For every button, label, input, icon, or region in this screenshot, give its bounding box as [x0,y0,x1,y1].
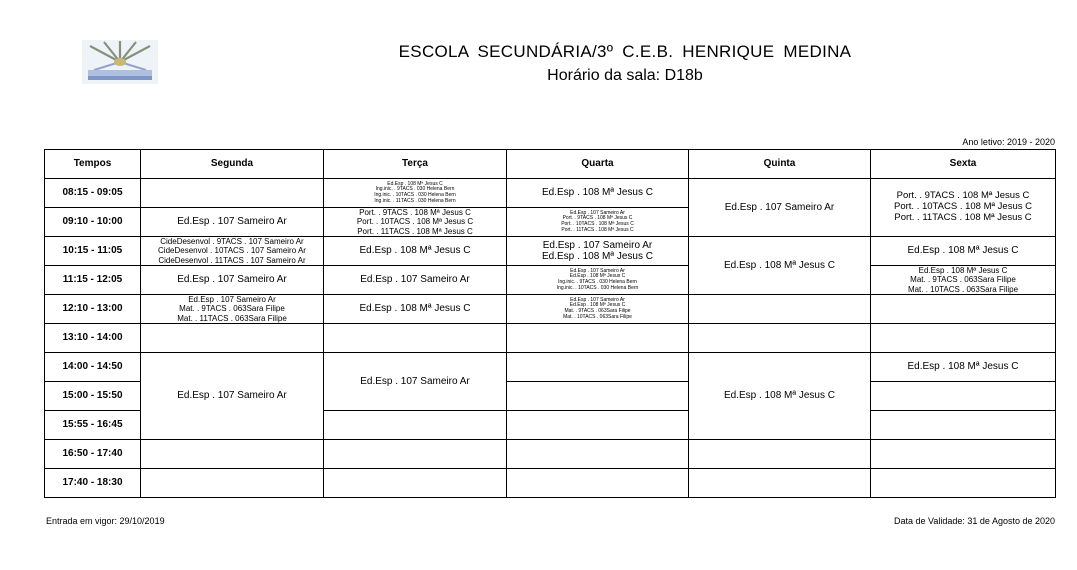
col-header-quinta: Quinta [689,150,871,179]
lesson-line: Ing.inic. . 11TACS . 030 Helena Bern [374,197,456,204]
lesson-cell: Ed.Esp . 108 Mª Jesus C [324,295,507,324]
empty-cell [871,382,1056,411]
lesson-cell: Ed.Esp . 107 Sameiro Ar [141,353,324,440]
lesson-cell [507,295,689,324]
lesson-line: Port. . 10TACS . 108 Mª Jesus C [894,201,1032,213]
col-header-terca: Terça [324,150,507,179]
col-header-quarta: Quarta [507,150,689,179]
lesson-line: Ed.Esp . 108 Mª Jesus C [569,273,626,280]
lesson-cell: Ed.Esp . 107 Sameiro Ar [141,266,324,295]
time-slot: 15:55 - 16:45 [45,411,141,440]
lesson-line: Port. . 11TACS . 108 Mª Jesus C [561,226,634,233]
lesson-line: Ed.Esp . 108 Mª Jesus C [542,251,653,262]
lesson-line: Mat. . 9TACS . 063Sara Filipe [179,304,285,314]
lesson-line: Ed.Esp . 107 Sameiro Ar [188,295,276,305]
lesson-cell: Ed.Esp . 108 Mª Jesus C [324,237,507,266]
time-slot: 15:00 - 15:50 [45,382,141,411]
school-logo-icon [82,40,158,84]
time-slot: 17:40 - 18:30 [45,469,141,498]
lesson-cell: Ed.Esp . 108 Mª Jesus C [871,353,1056,382]
room-title: Horário da sala: D18b [547,67,703,84]
validity-date: Data de Validade: 31 de Agosto de 2020 [894,516,1055,526]
time-slot: 12:10 - 13:00 [45,295,141,324]
lesson-line: Ing.inic. . 10TACS . 030 Helena Bern [556,284,639,291]
table-row [45,237,1056,266]
schedule-table [44,149,1056,498]
lesson-line: Ed.Esp . 108 Mª Jesus C [569,302,626,309]
lesson-line: Port. . 11TACS . 108 Mª Jesus C [894,211,1032,223]
lesson-cell [507,208,689,237]
empty-cell [141,469,324,498]
lesson-line: Port. . 11TACS . 108 Mª Jesus C [357,226,473,236]
lesson-cell: Ed.Esp . 107 Sameiro Ar [324,353,507,411]
lesson-line: CideDesenvol . 10TACS . 107 Sameiro Ar [158,246,306,256]
lesson-line: CideDesenvol . 11TACS . 107 Sameiro Ar [158,255,306,265]
lesson-line: Ing.inic. . 10TACS . 030 Helena Bern [374,192,456,198]
lesson-line: Ed.Esp . 107 Sameiro Ar [542,239,653,251]
empty-cell [871,324,1056,353]
header-row [45,150,1056,179]
lesson-line: Mat. . 10TACS . 063Sara Filipe [563,313,632,320]
empty-cell [324,469,507,498]
empty-cell [507,469,689,498]
lesson-cell: Ed.Esp . 107 Sameiro Ar [141,208,324,237]
time-slot: 09:10 - 10:00 [45,208,141,237]
lesson-cell: Ed.Esp . 107 Sameiro Ar [324,266,507,295]
empty-cell [507,353,689,382]
table-row [45,324,1056,353]
lesson-cell [141,237,324,266]
empty-cell [324,411,507,440]
table-row [45,295,1056,324]
table-row [45,469,1056,498]
lesson-line: Port. . 10TACS . 108 Mª Jesus C [356,217,474,227]
empty-cell [141,179,324,208]
table-row [45,179,1056,208]
lesson-line: Ed.Esp . 107 Sameiro Ar [570,209,625,216]
lesson-line: Ed.Esp . 107 Sameiro Ar [570,267,625,274]
lesson-line: Mat. . 9TACS . 063Sara Filipe [564,308,631,314]
lesson-cell [324,179,507,208]
lesson-line: Ing.inic. . 9TACS . 030 Helena Bern [375,186,455,193]
lesson-cell [871,179,1056,237]
time-slot: 11:15 - 12:05 [45,266,141,295]
time-slot: 13:10 - 14:00 [45,324,141,353]
school-year: Ano letivo: 2019 - 2020 [962,137,1055,147]
lesson-cell: Ed.Esp . 108 Mª Jesus C [689,353,871,440]
lesson-cell [507,237,689,266]
lesson-cell [324,208,507,237]
lesson-cell: Ed.Esp . 108 Mª Jesus C [689,237,871,295]
empty-cell [689,440,871,469]
time-slot: 16:50 - 17:40 [45,440,141,469]
lesson-line: Mat. . 9TACS . 063Sara Filipe [910,275,1016,285]
lesson-line: Port. . 9TACS . 108 Mª Jesus C [896,190,1030,202]
lesson-cell [871,266,1056,295]
lesson-cell [141,295,324,324]
lesson-line: Mat. . 10TACS . 063Sara Filipe [907,284,1019,294]
time-slot: 14:00 - 14:50 [45,353,141,382]
lesson-line: Port. . 9TACS . 108 Mª Jesus C [562,215,633,222]
col-header-segunda: Segunda [141,150,324,179]
empty-cell [871,469,1056,498]
empty-cell [871,295,1056,324]
lesson-line: Ing.inic. . 9TACS . 030 Helena Bern [558,279,637,285]
lesson-cell: Ed.Esp . 107 Sameiro Ar [689,179,871,237]
lesson-line: Ed.Esp . 108 Mª Jesus C [918,266,1008,276]
lesson-cell: Ed.Esp . 108 Mª Jesus C [507,179,689,208]
time-slot: 08:15 - 09:05 [45,179,141,208]
empty-cell [689,295,871,324]
empty-cell [689,324,871,353]
effective-date: Entrada em vigor: 29/10/2019 [46,516,165,526]
col-header-sexta: Sexta [871,150,1056,179]
time-slot: 10:15 - 11:05 [45,237,141,266]
empty-cell [871,411,1056,440]
empty-cell [507,382,689,411]
lesson-line: CideDesenvol . 9TACS . 107 Sameiro Ar [160,237,304,247]
school-title: ESCOLA SECUNDÁRIA/3º C.E.B. HENRIQUE MEDINA [398,42,852,61]
empty-cell [324,324,507,353]
empty-cell [507,324,689,353]
lesson-line: Mat. . 11TACS . 063Sara Filipe [177,313,287,323]
lesson-line: Port. . 9TACS . 108 Mª Jesus C [359,208,471,218]
lesson-cell: Ed.Esp . 108 Mª Jesus C [871,237,1056,266]
lesson-cell [507,266,689,295]
table-row [45,266,1056,295]
table-row [45,353,1056,382]
empty-cell [141,324,324,353]
lesson-line: Ed.Esp . 107 Sameiro Ar [570,296,625,303]
table-row [45,440,1056,469]
col-header-tempos: Tempos [45,150,141,179]
empty-cell [324,440,507,469]
lesson-line: Port. . 10TACS . 108 Mª Jesus C [561,221,634,227]
empty-cell [507,411,689,440]
empty-cell [871,440,1056,469]
empty-cell [689,469,871,498]
empty-cell [507,440,689,469]
empty-cell [141,440,324,469]
lesson-line: Ed.Esp . 108 Mª Jesus C [387,180,443,187]
